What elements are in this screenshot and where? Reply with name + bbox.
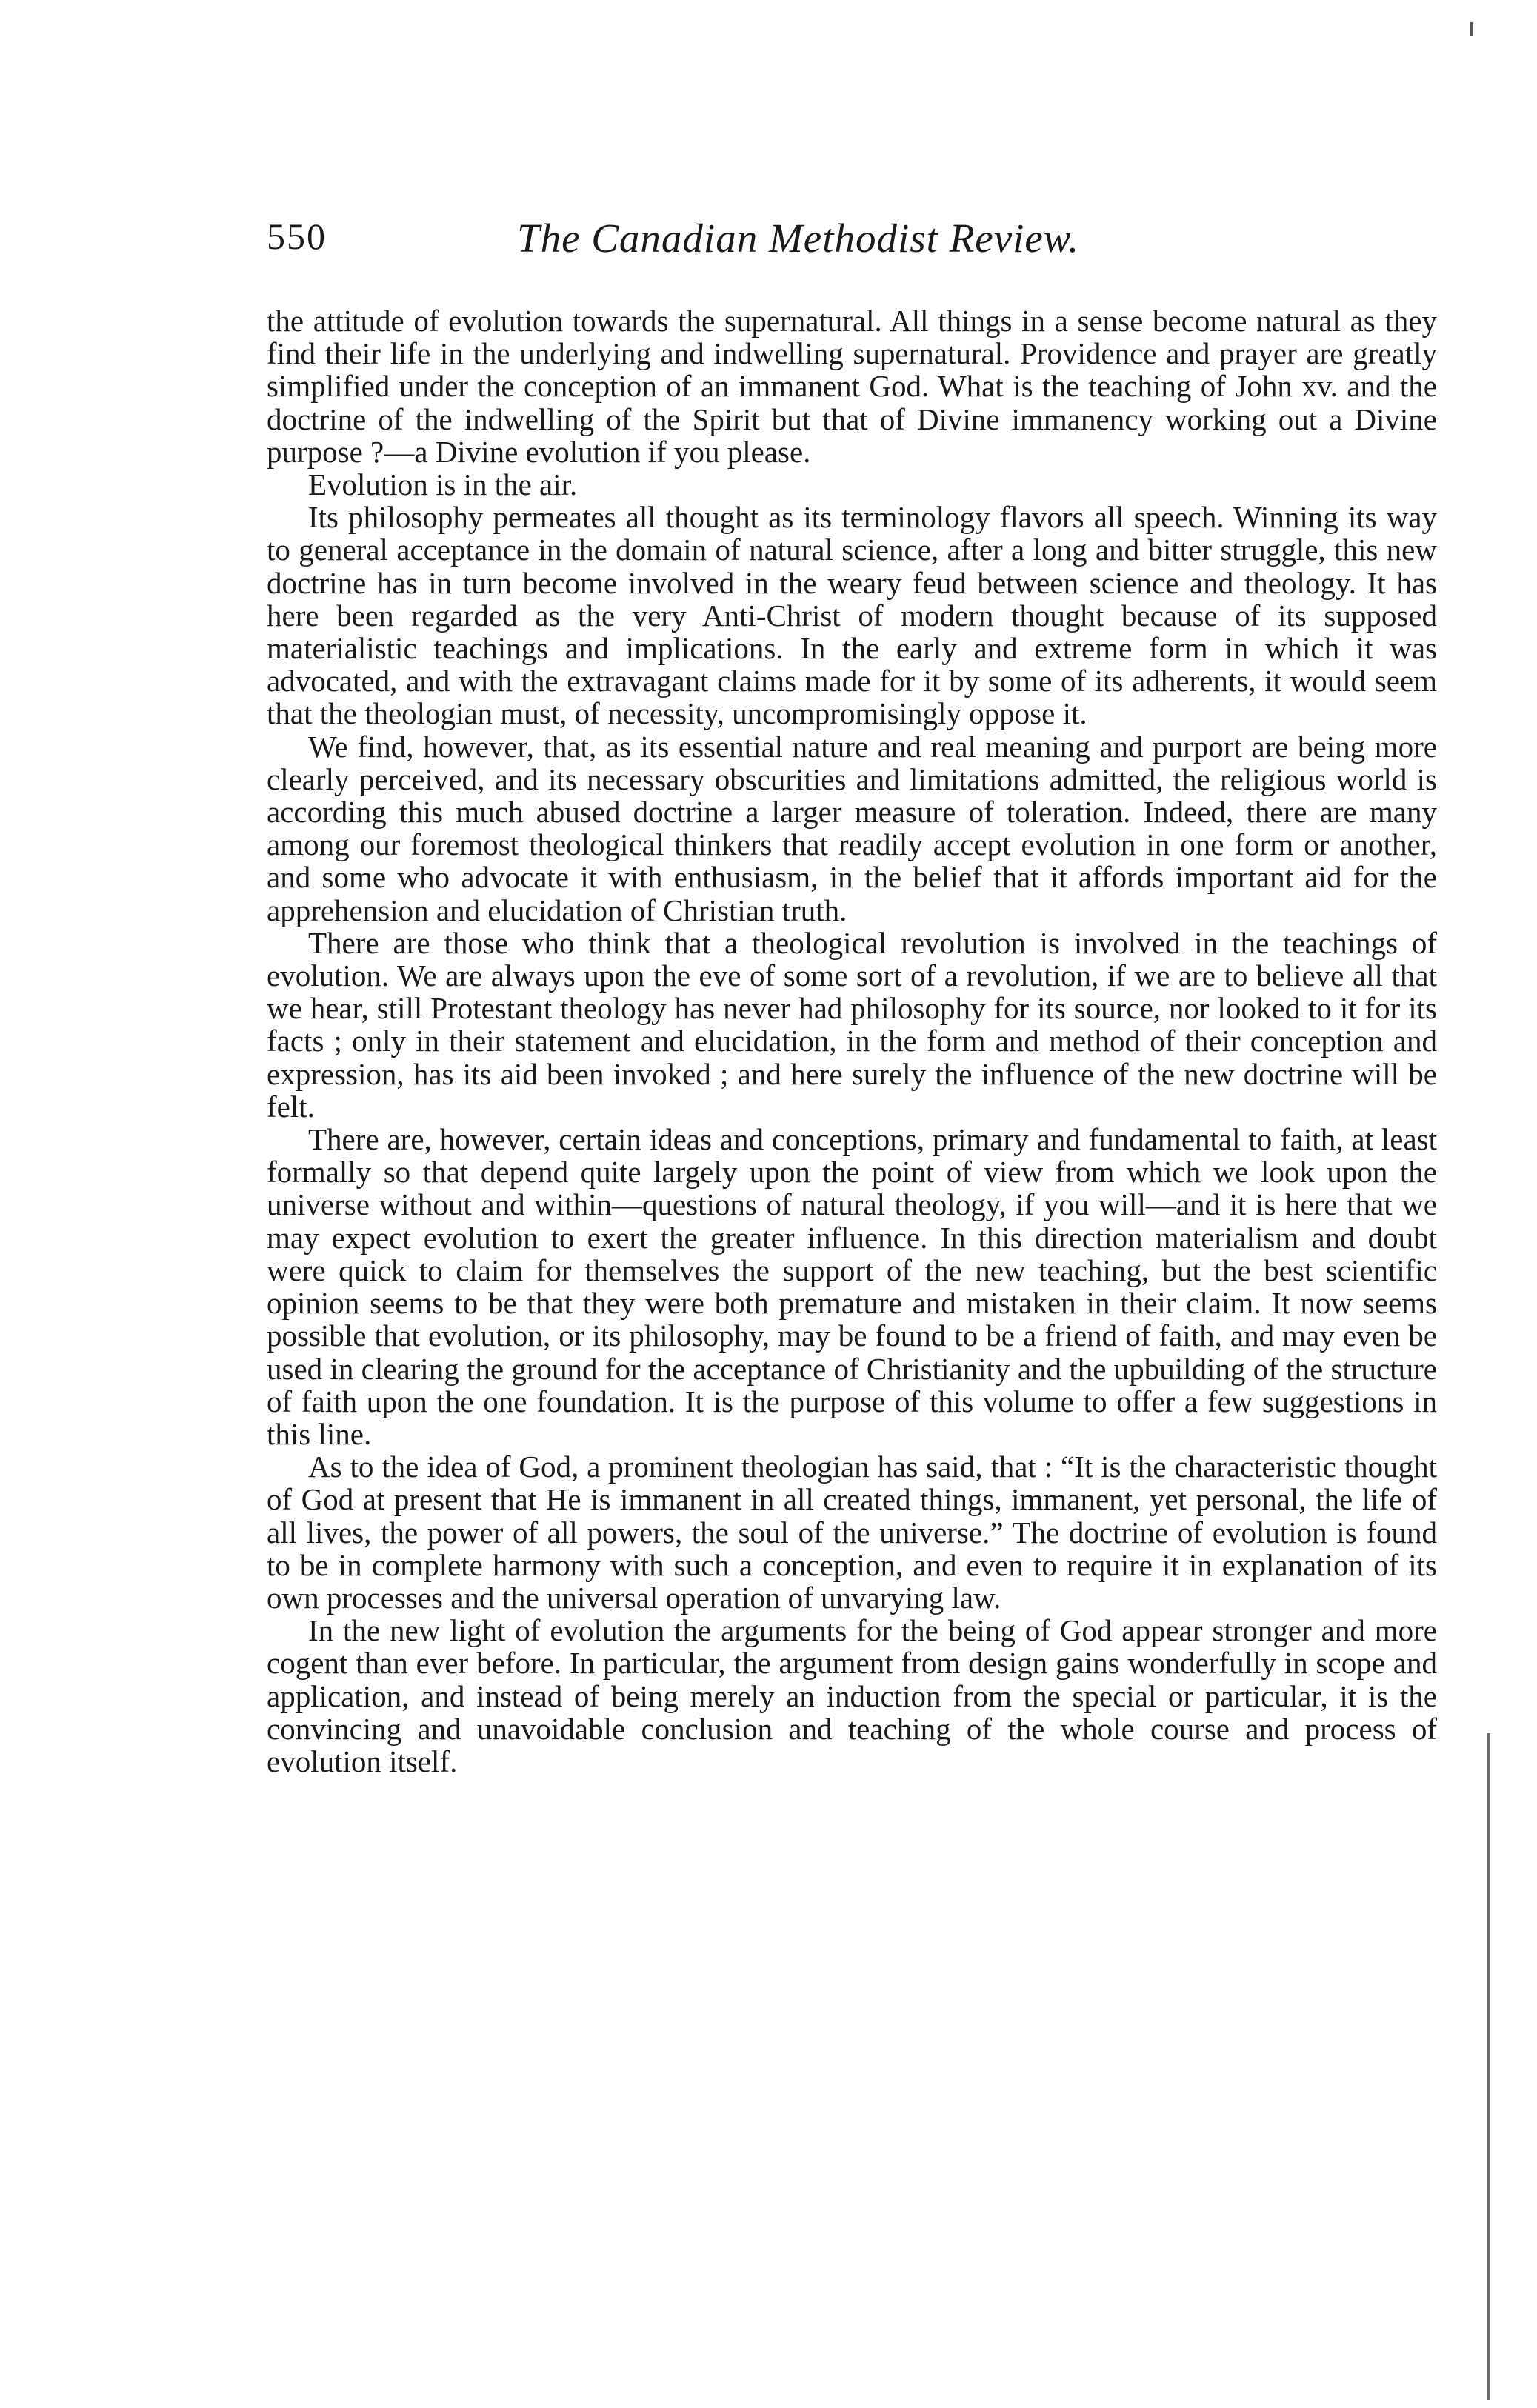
running-head	[267, 215, 1437, 274]
paragraph-2: Evolution is in the air.	[308, 467, 578, 502]
paragraph-3: Its philosophy permeates all thought as its terminology flavors all speech. Winning its way to general acceptance in the domain of natural science, after a long and bitter struggle, this new doctrine has in turn become involved in the weary feud between science and theology. It has here been regarded as the very Anti-Christ of modern thought because of its supposed materialistic teachings and implications. In the early and extreme form in which it was advocated, and with the extravagant claims made for it by some of its adherents, it would seem that the theologian must, of necessity, uncompromisingly oppose it.	[267, 500, 1437, 731]
paragraph-8: In the new light of evolution the arguments for the being of God appear stronger and more cogent than ever before. In particular, the argument from design gains wonderfully in scope and application, and instead of being merely an induction from the special or particular, it is the convincing and unavoidable conclusion and teaching of the whole course and process of evolution itself.	[267, 1613, 1437, 1778]
paragraph-1: the attitude of evolution towards the supernatural. All things in a sense become natural as they find their life in the underlying and indwelling supernatural. Providence and prayer are greatly simplified under the conception of an immanent God. What is the teaching of John xv. and the doctrine of the indwelling of the Spirit but that of Divine immanency working out a Divine purpose ?—a Divine evolution if you please.	[267, 304, 1437, 469]
page-number: 550	[267, 216, 327, 257]
paragraph-4: We find, however, that, as its essential nature and real meaning and purport are being more clearly perceived, and its necessary obscurities and limitations admitted, the religious world is according this much abused doctrine a larger measure of toleration. Indeed, there are many among our foremost theological thinkers that readily accept evolution in one form or another, and some who advocate it with enthusiasm, in the belief that it affords important aid for the apprehension and elucidation of Christian truth.	[267, 729, 1437, 927]
journal-title: The Canadian Methodist Review.	[517, 216, 1080, 261]
margin-mark	[1470, 22, 1473, 36]
article-body	[267, 304, 1437, 1778]
paragraph-6: There are, however, certain ideas and conceptions, primary and fundamental to faith, at least formally so that depend quite largely upon the point of view from which we look upon the universe without and within—questions of natural theology, if you will—and it is here that we may expect evolution to exert the greater influence. In this direction materialism and doubt were quick to claim for themselves the support of the new teaching, but the best scientific opinion seems to be that they were both premature and mistaken in their claim. It now seems possible that evolution, or its philosophy, may be found to be a friend of faith, and may even be used in clearing the ground for the acceptance of Christianity and the upbuilding of the structure of faith upon the one foundation. It is the purpose of this volume to offer a few suggestions in this line.	[267, 1122, 1437, 1451]
paragraph-7: As to the idea of God, a prominent theologian has said, that : “It is the characteristic thought of God at present that He is immanent in all created things, immanent, yet personal, the life of all lives, the power of all powers, the soul of the universe.” The doctrine of evolution is found to be in complete harmony with such a conception, and even to require it in explanation of its own processes and the universal operation of unvarying law.	[267, 1450, 1437, 1615]
margin-rule	[1487, 1733, 1490, 2400]
paragraph-5: There are those who think that a theological revolution is involved in the teachings of evolution. We are always upon the eve of some sort of a revolution, if we are to believe all that we hear, still Protestant theology has never had philosophy for its source, nor looked to it for its facts ; only in their statement and elucidation, in the form and method of their conception and expression, has its aid been invoked ; and here surely the influence of the new doctrine will be felt.	[267, 925, 1437, 1124]
